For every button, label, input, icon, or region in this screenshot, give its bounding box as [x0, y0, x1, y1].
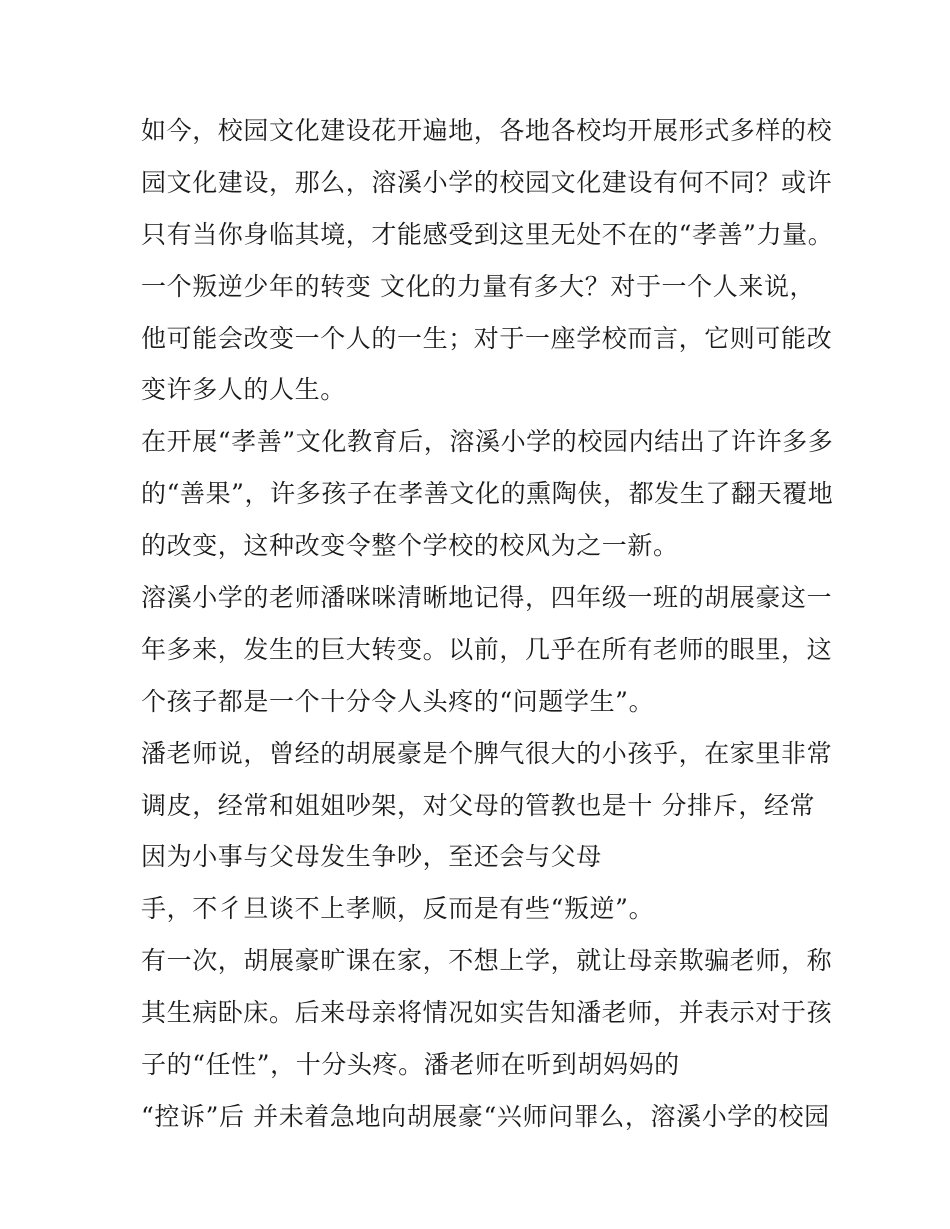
text-line: 他可能会改变一个人的一生；对于一座学校而言，它则可能改: [141, 323, 833, 353]
text-line: 有一次，胡展豪旷课在家，不想上学，就让母亲欺骗老师，称: [141, 946, 833, 976]
text-line: 变许多人的人生。: [141, 375, 346, 405]
text-line: 因为小事与父母发生争吵，至还会与父母: [141, 842, 602, 872]
text-line: 个孩子都是一个十分令人头疼的“问题学生”。: [141, 686, 655, 716]
text-line: 手，不彳旦谈不上孝顺，反而是有些“叛逆”。: [141, 894, 655, 924]
text-line: 子的“任性”，十分头疼。潘老师在听到胡妈妈的: [141, 1050, 680, 1080]
text-line: 在开展“孝善”文化教育后，溶溪小学的校园内结出了许许多多: [141, 427, 834, 457]
text-line: “控诉”后 并未着急地向胡展豪“兴师问罪么，溶溪小学的校园: [141, 1101, 830, 1131]
text-line: 溶溪小学的老师潘咪咪清晰地记得，四年级一班的胡展豪这一: [141, 583, 833, 613]
text-line: 的“善果”，许多孩子在孝善文化的熏陶侠，都发生了翻天覆地: [141, 479, 834, 509]
text-line: 一个叛逆少年的转变 文化的力量有多大？对于一个人来说，: [141, 271, 816, 301]
text-line: 的改变，这种改变令整个学校的校风为之一新。: [141, 531, 679, 561]
text-line: 如今，校园文化建设花开遍地，各地各校均开展形式多样的校: [141, 116, 833, 145]
text-line: 园文化建设，那么，溶溪小学的校园文化建设有何不同？或许: [141, 167, 833, 197]
text-line: 只有当你身临其境，才能感受到这里无处不在的“孝善”力量。: [141, 219, 834, 249]
text-line: 潘老师说，曾经的胡展豪是个脾气很大的小孩乎，在家里非常: [141, 738, 833, 768]
text-line: 年多来，发生的巨大转变。以前，几乎在所有老师的眼里，这: [141, 634, 833, 664]
body-text: [141, 105, 834, 1143]
text-line: 其生病卧床。后来母亲将情况如实告知潘老师，并表示对于孩: [141, 998, 833, 1028]
text-line: 调皮，经常和姐姐吵架，对父母的管教也是十 分排斥，经常: [141, 790, 816, 820]
